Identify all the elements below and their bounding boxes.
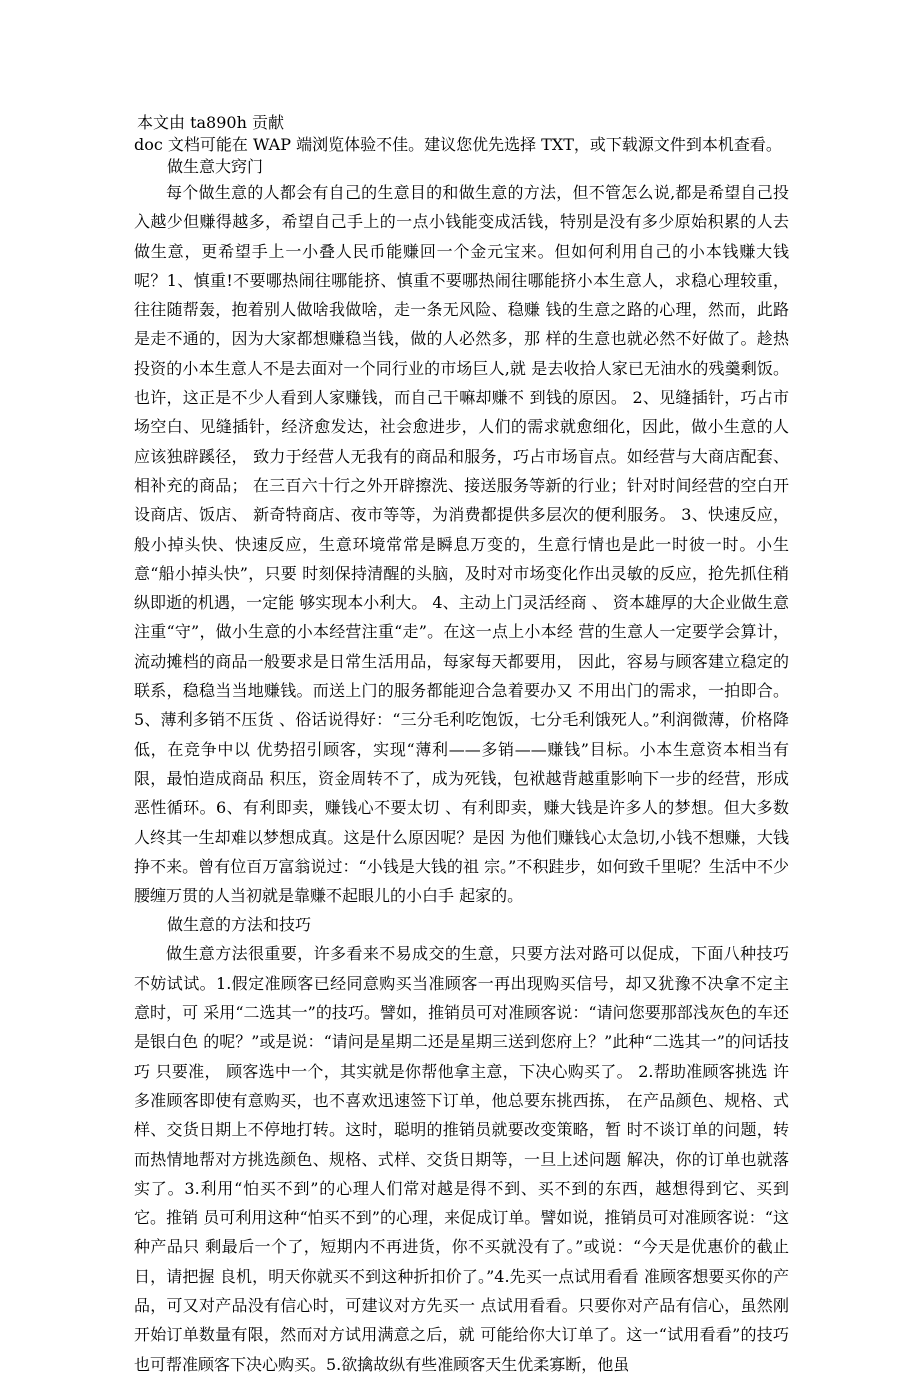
body-paragraph: 做生意方法很重要，许多看来不易成交的生意，只要方法对路可以促成，下面八种技巧不妨试试。1.假定准顾客已经同意购买当准顾客一再出现购买信号，却又犹豫不决拿不定主意时，可 采用“二选其一”的技巧。譬如，推销员可对准顾客说：“请问您要那部浅灰色的车还是银白色 的呢？”或是说：“请问是星期二还是星期三送到您府上？”此种“二选其一”的问话技巧 只要准， 顾客选中一个，其实就是你帮他拿主意，下决心购买了。 2.帮助准顾客挑选 许多准顾客即使有意购买，也不喜欢迅速签下订单，他总要东挑西拣， 在产品颜色、规格、式样、交货日期上不停地打转。这时，聪明的推销员就要改变策略，暂 时不谈订单的问题，转而热情地帮对方挑选颜色、规格、式样、交货日期等，一旦上述问题 解决，你的订单也就落实了。3.利用“怕买不到”的心理人们常对越是得不到、买不到的东西，越想得到它、买到它。推销 员可利用这种“怕买不到”的心理，来促成订单。譬如说，推销员可对准顾客说：“这种产品只 剩最后一个了，短期内不再进货，你不买就没有了。”或说：“今天是优惠价的截止日，请把握 良机，明天你就买不到这种折扣价了。”4.先买一点试用看看 准顾客想要买你的产品，可又对产品没有信心时，可建议对方先买一 点试用看看。只要你对产品有信心，虽然刚开始订单数量有限，然而对方试用满意之后，就 可能给你大订单了。这一“试用看看”的技巧也可帮准顾客下决心购买。5.欲擒故纵有些准顾客天生优柔寡断，他虽 (134, 944, 789, 1374)
document-page (134, 112, 789, 1379)
contributor-line: 本文由 ta890h 贡献 (137, 113, 284, 132)
article-title: 做生意大窍门 (167, 157, 264, 176)
format-notice: doc 文档可能在 WAP 端浏览体验不佳。建议您优先选择 TXT，或下载源文件到本机查看。 (134, 135, 782, 154)
body-paragraph: 每个做生意的人都会有自己的生意目的和做生意的方法，但不管怎么说,都是希望自己投入越少但赚得越多，希望自己手上的一点小钱能变成活钱，特别是没有多少原始积累的人去做生意，更希望手上一小叠人民币能赚回一个金元宝来。但如何利用自己的小本钱赚大钱呢？1、慎重!不要哪热闹往哪能挤、慎重不要哪热闹往哪能挤小本生意人，求稳心理较重，往往随帮轰，抱着别人做啥我做啥，走一条无风险、稳赚 钱的生意之路的心理，然而，此路是走不通的，因为大家都想赚稳当钱，做的人必然多，那 样的生意也就必然不好做了。趁热投资的小本生意人不是去面对一个同行业的市场巨人,就 是去收拾人家已无油水的残羹剩饭。也许，这正是不少人看到人家赚钱，而自己干嘛却赚不 到钱的原因。 2、见缝插针，巧占市场空白、见缝插针，经济愈发达，社会愈进步，人们的需求就愈细化，因此，做小生意的人应该独辟蹊径， 致力于经营人无我有的商品和服务，巧占市场盲点。如经营与大商店配套、相补充的商品； 在三百六十行之外开辟擦洗、接送服务等新的行业；针对时间经营的空白开设商店、饭店、 新奇特商店、夜市等等，为消费都提供多层次的便利服务。 3、快速反应，般小掉头快、快速反应，生意环境常常是瞬息万变的，生意行情也是此一时彼一时。小生意“船小掉头快”，只要 时刻保持清醒的头脑，及时对市场变化作出灵敏的反应，抢先抓住稍纵即逝的机遇，一定能 够实现本小利大。 4、主动上门灵活经商 、 资本雄厚的大企业做生意注重“守”，做小生意的小本经营注重“走”。在这一点上小本经 营的生意人一定要学会算计，流动摊档的商品一般要求是日常生活用品，每家每天都要用， 因此，容易与顾客建立稳定的联系，稳稳当当地赚钱。而送上门的服务都能迎合急着要办又 不用出门的需求，一拍即合。 5、薄利多销不压货 、俗话说得好：“三分毛利吃饱饭，七分毛利饿死人。”利润微薄，价格降低，在竞争中以 优势招引顾客，实现“薄利——多销——赚钱”目标。小本生意资本相当有限，最怕造成商品 积压，资金周转不了，成为死钱，包袱越背越重影响下一步的经营，形成恶性循环。6、有利即卖，赚钱心不要太切 、有利即卖，赚大钱是许多人的梦想。但大多数人终其一生却难以梦想成真。这是什么原因呢？是因 为他们赚钱心太急切,小钱不想赚，大钱挣不来。曾有位百万富翁说过：“小钱是大钱的祖 宗。”不积跬步，如何致千里呢？生活中不少腰缠万贯的人当初就是靠赚不起眼儿的小白手 起家的。 (134, 183, 789, 906)
section-heading: 做生意的方法和技巧 (167, 915, 312, 935)
